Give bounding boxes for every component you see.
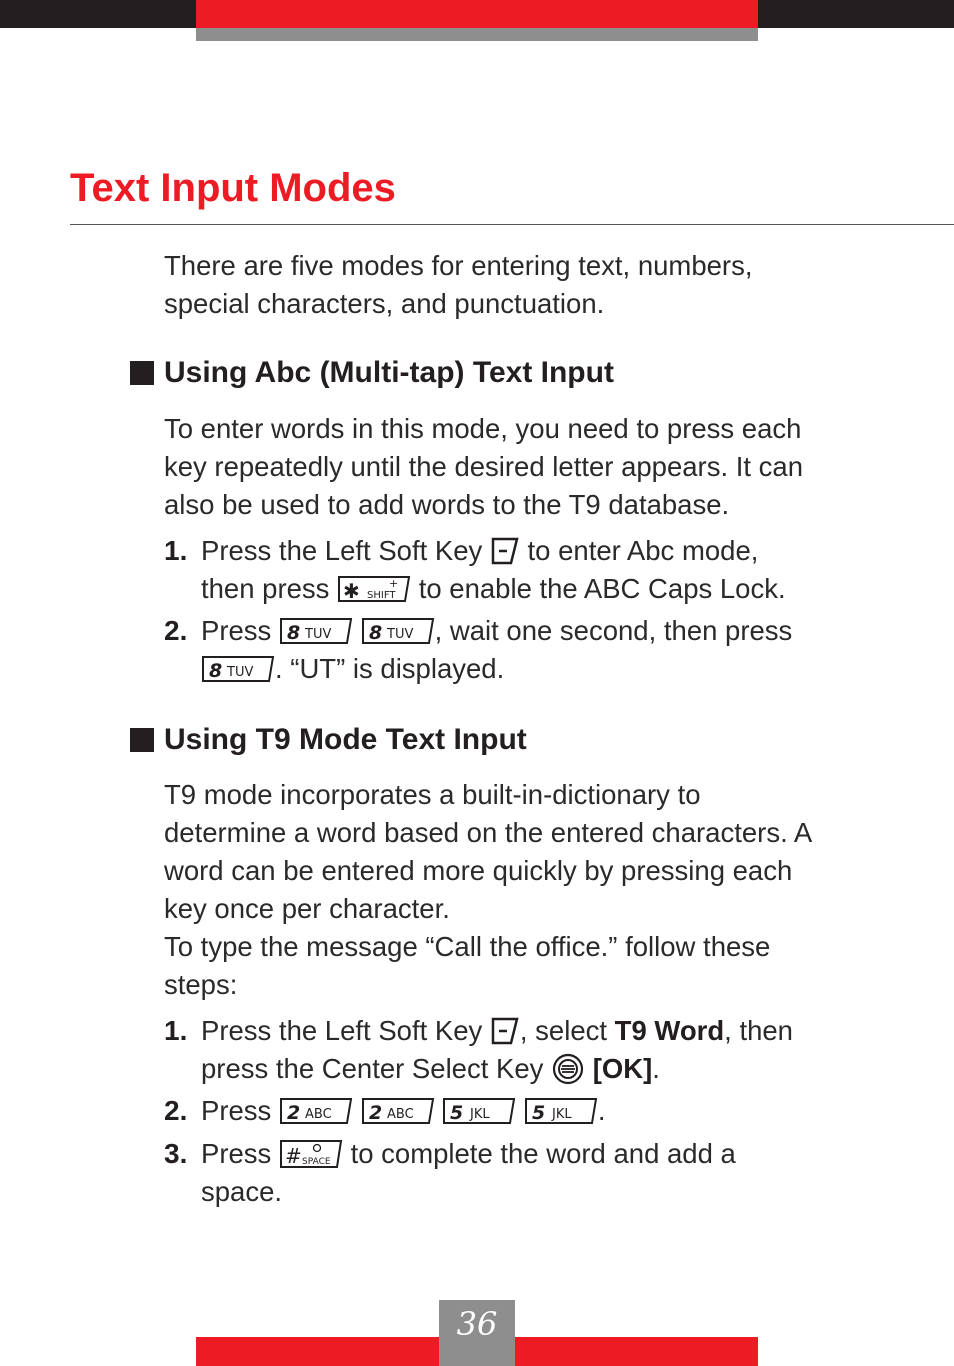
title-divider <box>70 224 954 225</box>
step-text-part: to enter Abc mode, <box>519 535 759 566</box>
step-text-part: space. <box>201 1176 283 1207</box>
key-main-label: 2 <box>286 1101 301 1124</box>
step-text-part: Press the Left Soft Key <box>201 1015 490 1046</box>
body-line: key repeatedly until the desired letter appears. It can <box>164 451 803 482</box>
key-8-tuv-icon <box>279 617 353 645</box>
step-text-part: . “UT” is displayed. <box>275 653 505 684</box>
step-text-part: Press <box>201 1095 279 1126</box>
key-sub-label: SHIFT <box>367 589 396 601</box>
step-text <box>201 1092 884 1130</box>
intro-line: There are five modes for entering text, numbers, <box>164 250 753 281</box>
key-5-jkl-icon <box>524 1097 598 1125</box>
step-text-part: press the Center Select Key <box>201 1053 552 1084</box>
key-main-label: 8 <box>209 659 223 682</box>
bullet-square-icon <box>130 361 154 385</box>
step-text-part: Press the Left Soft Key <box>201 535 490 566</box>
key-main-label: 8 <box>368 621 382 644</box>
body-line: determine a word based on the entered characters. A <box>164 817 813 848</box>
body-line: To enter words in this mode, you need to press each <box>164 413 802 444</box>
step-text-part: , wait one second, then press <box>434 615 793 646</box>
key-5-jkl-icon <box>442 1097 516 1125</box>
step-number: 1. <box>164 1015 188 1046</box>
footer-bar-red-right <box>515 1337 758 1366</box>
step-text <box>201 532 884 608</box>
header-bar-left <box>0 0 196 28</box>
key-sub-label: JKL <box>470 1106 490 1122</box>
step-item <box>164 532 884 608</box>
key-sub-label: TUV <box>386 626 413 642</box>
key-2-abc-icon <box>361 1097 435 1125</box>
body-line: To type the message “Call the office.” follow these <box>164 931 771 962</box>
section-heading-multitap <box>130 356 614 390</box>
body-line: steps: <box>164 969 238 1000</box>
step-number: 3. <box>164 1138 188 1169</box>
section-heading-t9 <box>130 723 527 757</box>
step-text-part: to enable the ABC Caps Lock. <box>411 573 786 604</box>
step-text-part: then press <box>201 573 338 604</box>
page-title: Text Input Modes <box>70 166 396 210</box>
t9-word-label: T9 Word <box>614 1015 725 1046</box>
key-main-label: ✱ <box>343 578 360 603</box>
key-sub-label: JKL <box>551 1106 572 1122</box>
step-text <box>201 612 884 688</box>
center-select-key-icon <box>551 1053 585 1085</box>
key-main-label: 5 <box>531 1101 546 1124</box>
key-8-tuv-icon <box>361 617 435 645</box>
bullet-square-icon <box>130 728 154 752</box>
footer-bar-red-left <box>196 1337 439 1366</box>
key-sub-label: ABC <box>386 1106 414 1122</box>
body-line: T9 mode incorporates a built-in-dictionary to <box>164 779 701 810</box>
key-main-label: # <box>284 1143 302 1168</box>
step-number: 2. <box>164 1095 188 1126</box>
ok-label: [OK] <box>592 1053 653 1084</box>
key-sub-label: TUV <box>227 664 254 680</box>
intro-paragraph <box>164 247 752 323</box>
vibrate-icon <box>313 1144 320 1151</box>
body-line: key once per character. <box>164 893 450 924</box>
step-text-part: . <box>652 1053 660 1084</box>
step-number: 1. <box>164 535 188 566</box>
intro-line: special characters, and punctuation. <box>164 288 605 319</box>
left-soft-key-icon <box>490 537 520 565</box>
key-sub-label: TUV <box>304 626 332 642</box>
step-item <box>164 1092 884 1130</box>
key-main-label: 5 <box>450 1101 464 1124</box>
key-main-label: 8 <box>286 621 301 644</box>
key-sub-label: ABC <box>304 1106 332 1122</box>
header-bar-gray <box>196 28 758 41</box>
star-shift-key-icon <box>337 575 411 603</box>
step-item <box>164 612 884 688</box>
key-sub-label: SPACE <box>301 1156 331 1167</box>
key-2-abc-icon <box>279 1097 353 1125</box>
step-text-part: , select <box>519 1015 615 1046</box>
step-text-part: . <box>597 1095 606 1126</box>
page-number: 36 <box>456 1305 498 1343</box>
hash-space-key-icon <box>279 1139 343 1169</box>
step-text-part: , then <box>724 1015 793 1046</box>
header-bar-red <box>196 0 758 28</box>
step-text-part: to complete the word and add a <box>342 1138 736 1169</box>
step-number: 2. <box>164 615 188 646</box>
step-item <box>164 1012 884 1088</box>
section-heading-text: Using Abc (Multi-tap) Text Input <box>164 356 614 389</box>
header-bar-right <box>758 0 954 28</box>
step-text-part: Press <box>201 615 279 646</box>
step-text <box>201 1135 884 1211</box>
body-line: also be used to add words to the T9 database. <box>164 489 730 520</box>
body-line: word can be entered more quickly by pressing each <box>164 855 793 886</box>
left-soft-key-icon <box>490 1017 520 1045</box>
step-text-part: Press <box>201 1138 279 1169</box>
section1-body <box>164 410 803 524</box>
section2-body <box>164 776 812 1004</box>
key-main-label: 2 <box>368 1101 382 1124</box>
key-top-label: + <box>389 576 399 590</box>
step-item <box>164 1135 884 1211</box>
key-8-tuv-icon <box>201 655 275 683</box>
step-text <box>201 1012 884 1088</box>
section-heading-text: Using T9 Mode Text Input <box>164 723 527 756</box>
